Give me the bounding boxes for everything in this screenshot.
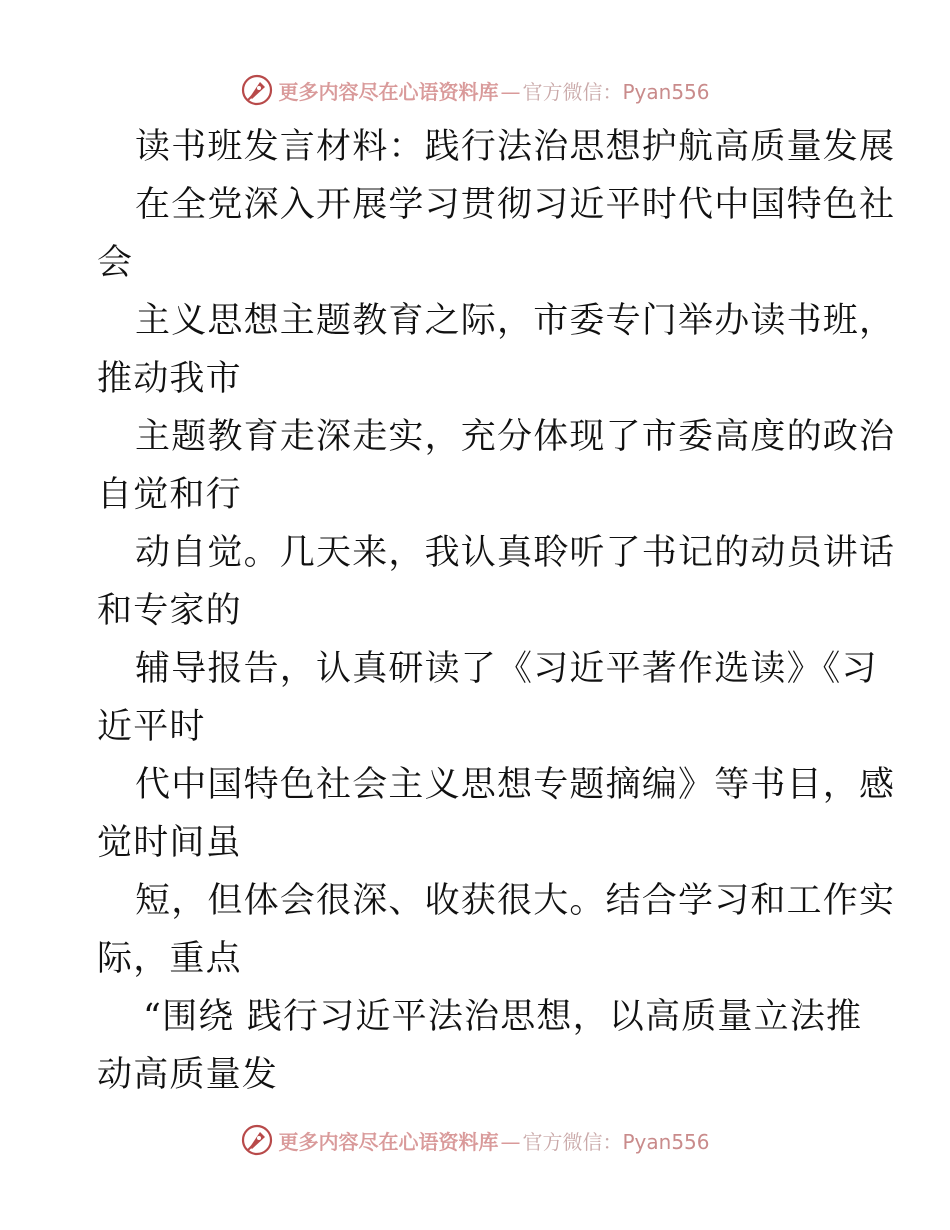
text-line: 主题教育走深走实，充分体现了市委高度的政治 [135, 417, 896, 457]
watermark-wechat-id: Pyan556 [622, 1129, 710, 1154]
watermark-text [278, 76, 709, 105]
text-line: 在全党深入开展学习贯彻习近平时代中国特色社 [135, 185, 896, 225]
watermark-separator: — [500, 79, 521, 104]
header-watermark [0, 70, 950, 110]
footer-watermark [0, 1120, 950, 1160]
watermark-wechat-label: 官方微信： [522, 79, 623, 104]
text-line: 推动我市 [97, 359, 242, 399]
watermark-separator: — [500, 1129, 521, 1154]
text-line: 觉时间虽 [97, 823, 242, 863]
text-line: 主义思想主题教育之际，市委专门举办读书班， [135, 301, 896, 341]
pen-nib-logo-icon [240, 73, 274, 107]
text-line: “围绕 践行习近平法治思想，以高质量立法推 [143, 997, 863, 1037]
text-line: 际，重点 [97, 939, 242, 979]
watermark-main: 更多内容尽在心语资料库 [278, 79, 499, 104]
text-line: 动高质量发 [97, 1055, 279, 1095]
watermark-main: 更多内容尽在心语资料库 [278, 1129, 499, 1154]
text-line: 和专家的 [97, 591, 242, 631]
document-title: 读书班发言材料：践行法治思想护航高质量发展 [135, 127, 896, 167]
text-line: 会 [97, 243, 134, 283]
watermark-text [278, 1126, 709, 1155]
text-line: 动自觉。几天来，我认真聆听了书记的动员讲话 [135, 533, 896, 573]
text-line: 近平时 [97, 707, 206, 747]
text-line: 自觉和行 [97, 475, 242, 515]
pen-nib-logo-icon [240, 1123, 274, 1157]
document-body [97, 118, 896, 1104]
text-line: 短，但体会很深、收获很大。结合学习和工作实 [135, 881, 896, 921]
watermark-wechat-id: Pyan556 [622, 79, 710, 104]
text-line: 辅导报告，认真研读了《习近平著作选读》《习 [135, 649, 878, 689]
watermark-wechat-label: 官方微信： [522, 1129, 623, 1154]
text-line: 代中国特色社会主义思想专题摘编》等书目，感 [135, 765, 896, 805]
